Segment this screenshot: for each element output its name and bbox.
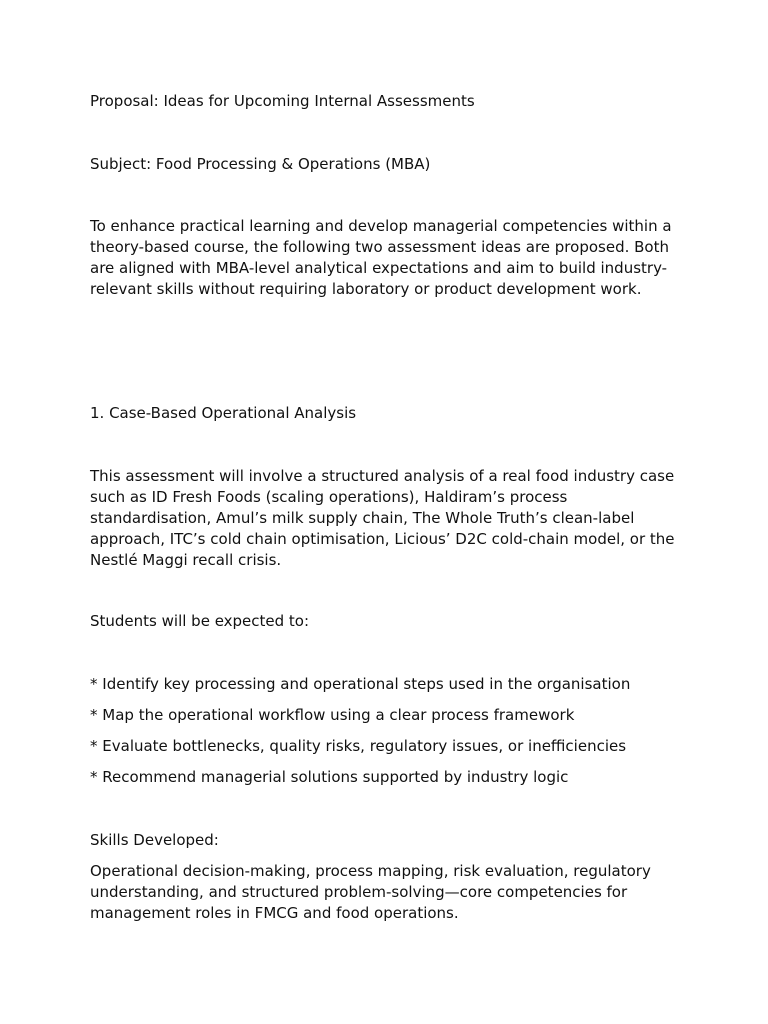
intro-paragraph xyxy=(90,216,690,300)
intro-line: theory-based course, the following two assessment ideas are proposed. Both xyxy=(90,238,669,256)
skills-paragraph xyxy=(90,861,690,924)
section-description xyxy=(90,466,690,571)
document-title: Proposal: Ideas for Upcoming Internal Assessments xyxy=(90,92,475,110)
description-line: This assessment will involve a structured analysis of a real food industry case xyxy=(90,467,675,485)
bullet-item: * Evaluate bottlenecks, quality risks, regulatory issues, or inefficiencies xyxy=(90,737,627,755)
skills-line: understanding, and structured problem-solving—core competencies for xyxy=(90,883,628,901)
intro-line: To enhance practical learning and develop managerial competencies within a xyxy=(90,217,672,235)
description-line: Nestlé Maggi recall crisis. xyxy=(90,551,282,569)
intro-line: are aligned with MBA-level analytical expectations and aim to build industry- xyxy=(90,259,668,277)
skills-heading: Skills Developed: xyxy=(90,831,219,849)
description-line: approach, ITC’s cold chain optimisation, Licious’ D2C cold-chain model, or the xyxy=(90,530,675,548)
expectations-intro: Students will be expected to: xyxy=(90,612,310,630)
bullet-item: * Map the operational workflow using a clear process framework xyxy=(90,706,575,724)
section-heading: 1. Case-Based Operational Analysis xyxy=(90,404,357,422)
skills-line: Operational decision-making, process mapping, risk evaluation, regulatory xyxy=(90,862,651,880)
description-line: standardisation, Amul’s milk supply chain, The Whole Truth’s clean-label xyxy=(90,509,635,527)
intro-line: relevant skills without requiring laboratory or product development work. xyxy=(90,280,642,298)
description-line: such as ID Fresh Foods (scaling operations), Haldiram’s process xyxy=(90,488,568,506)
document-subject: Subject: Food Processing & Operations (MBA) xyxy=(90,155,431,173)
bullet-item: * Identify key processing and operational steps used in the organisation xyxy=(90,675,631,693)
bullet-item: * Recommend managerial solutions supported by industry logic xyxy=(90,768,569,786)
skills-line: management roles in FMCG and food operations. xyxy=(90,904,459,922)
